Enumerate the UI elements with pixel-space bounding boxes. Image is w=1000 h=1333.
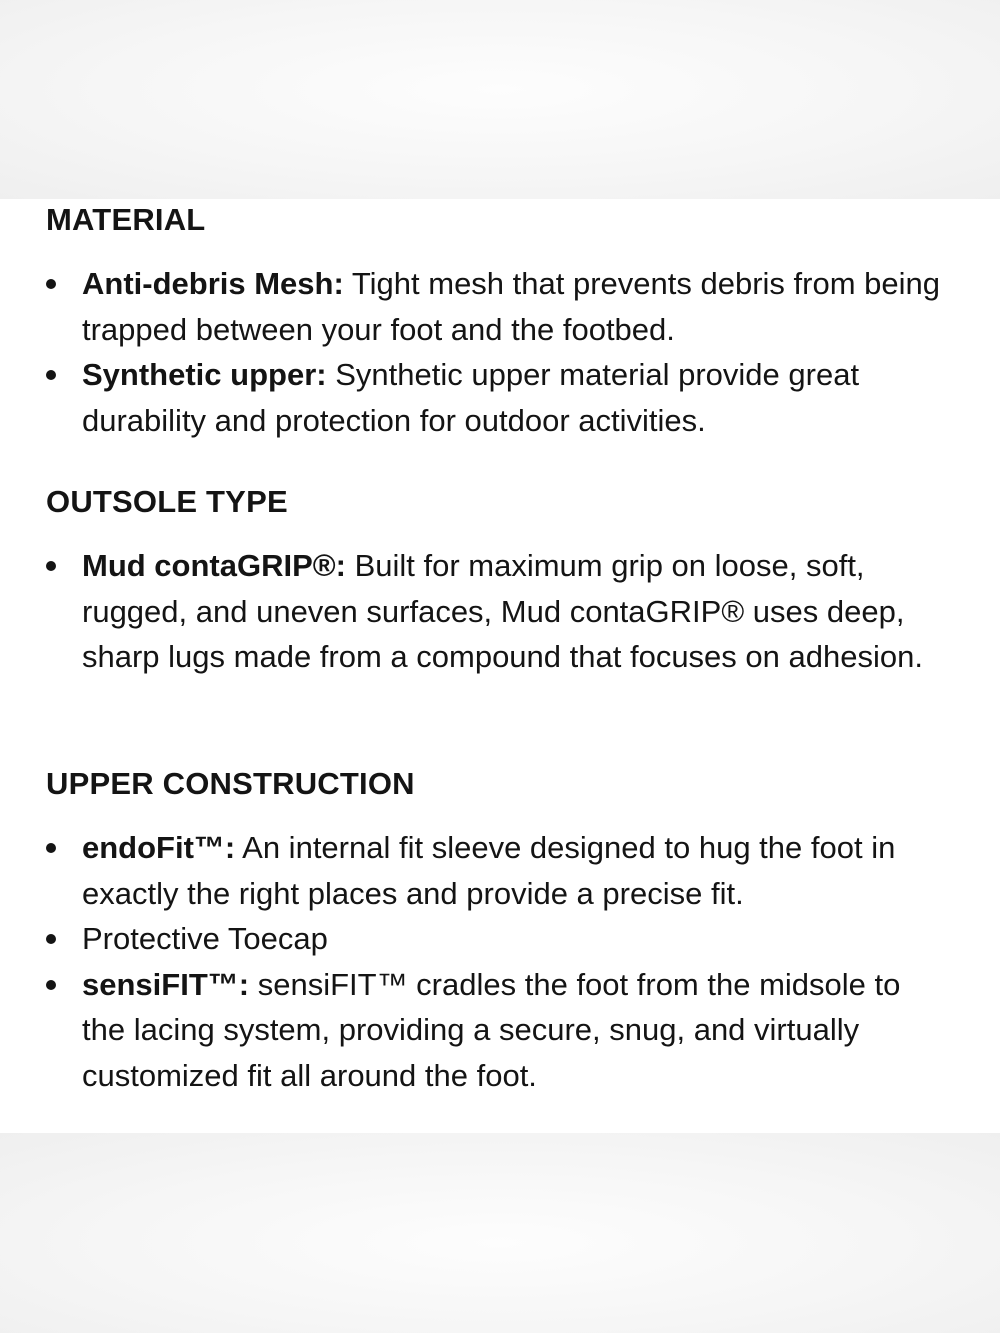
- list-item: [0, 916, 1000, 962]
- item-term: sensiFIT™:: [82, 966, 250, 1002]
- list-item: [0, 261, 1000, 352]
- item-term: endoFit™:: [82, 830, 236, 865]
- list-item: [0, 962, 1000, 1099]
- item-term: Mud contaGRIP®:: [82, 548, 346, 583]
- top-background: [0, 0, 1000, 199]
- material-list: [0, 261, 1000, 443]
- bullet-icon: [46, 843, 56, 853]
- item-text: Protective Toecap: [82, 921, 328, 956]
- bullet-icon: [46, 370, 56, 380]
- section-heading-outsole-type: OUTSOLE TYPE: [46, 484, 288, 519]
- bullet-icon: [46, 561, 56, 571]
- outsole-list: [0, 543, 1000, 680]
- list-item: [0, 352, 1000, 443]
- bullet-icon: [46, 980, 56, 990]
- product-details: [0, 199, 1000, 1133]
- upper-construction-list: [0, 825, 1000, 1098]
- section-heading-material: MATERIAL: [46, 202, 206, 237]
- bottom-background: [0, 1133, 1000, 1333]
- bullet-icon: [46, 934, 56, 944]
- item-text: An internal fit sleeve designed to hug the foot in exactly the right places and provide a precise fit.: [82, 830, 896, 911]
- item-text: Built for maximum grip on loose, soft, rugged, and uneven surfaces, Mud contaGRIP® uses deep, sharp lugs made from a compound that focuses on adhesion.: [82, 548, 923, 674]
- list-item: [0, 543, 1000, 680]
- item-text: Tight mesh that prevents debris from being trapped between your foot and the footbed.: [82, 266, 940, 347]
- item-text: Synthetic upper material provide great durability and protection for outdoor activities.: [82, 357, 860, 438]
- list-item: [0, 825, 1000, 916]
- item-text: sensiFIT™ cradles the foot from the midsole to the lacing system, providing a secure, snug, and virtually customized fit all around the foot.: [82, 966, 901, 1093]
- section-heading-upper-construction: UPPER CONSTRUCTION: [46, 766, 415, 801]
- bullet-icon: [46, 279, 56, 289]
- item-term: Anti-debris Mesh:: [82, 266, 344, 301]
- item-term: Synthetic upper:: [82, 357, 327, 392]
